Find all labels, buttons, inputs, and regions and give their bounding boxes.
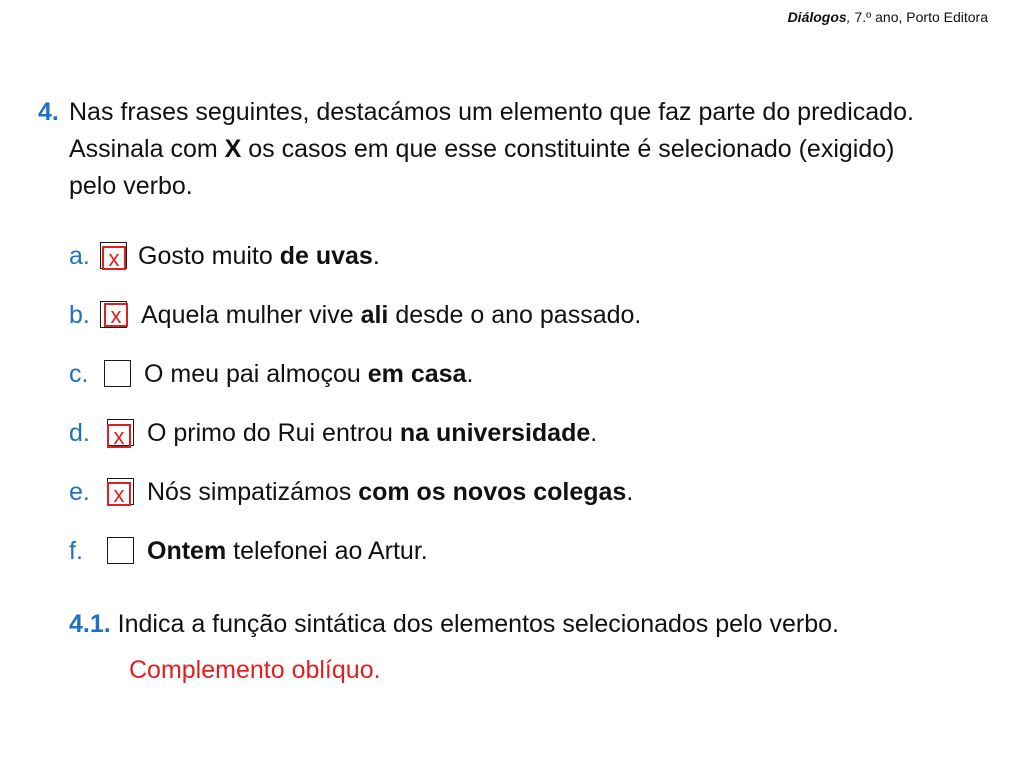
item-letter: a. (69, 242, 90, 270)
sentence-bold: de uvas (279, 242, 373, 270)
question-number: 4. (38, 98, 59, 126)
subquestion-number: 4.1. (69, 610, 111, 638)
question-text-bold: X (224, 135, 242, 163)
sentence-before: Gosto muito (138, 242, 273, 270)
sentence-bold: na universidade (399, 419, 591, 447)
source-citation (788, 9, 988, 25)
sentence-before: O primo do Rui entrou (147, 419, 393, 447)
answer-text: Complemento oblíquo. (129, 656, 381, 684)
item-sentence (147, 415, 597, 451)
sentence-after: desde o ano passado. (395, 301, 642, 329)
item-sentence (147, 474, 633, 510)
item-sentence (141, 297, 641, 333)
source-title: Diálogos (787, 9, 847, 25)
sentence-before: Aquela mulher vive (141, 301, 354, 329)
item-letter: b. (69, 301, 90, 329)
item-letter: d. (69, 419, 90, 447)
question-4 (38, 94, 938, 205)
question-text-after: os casos em que esse constituinte é selecionado (exigido) pelo verbo. (69, 135, 895, 200)
subquestion-text: Indica a função sintática dos elementos selecionados pelo verbo. (117, 610, 839, 638)
x-mark-icon: x (107, 482, 131, 506)
item-sentence (144, 356, 473, 392)
item-sentence (138, 238, 380, 274)
x-mark-icon: x (104, 303, 128, 327)
item-letter: c. (69, 360, 89, 388)
source-separator: , (846, 9, 851, 25)
sentence-bold: Ontem (147, 537, 227, 565)
x-mark-icon: x (102, 246, 126, 270)
item-letter: e. (69, 478, 90, 506)
sentence-after: . (372, 242, 380, 270)
checkbox-f[interactable] (107, 537, 134, 564)
question-text (69, 94, 938, 205)
sentence-before: Nós simpatizámos (147, 478, 352, 506)
subquestion-4-1 (69, 606, 839, 642)
sentence-after: telefonei ao Artur. (233, 537, 428, 565)
sentence-bold: ali (360, 301, 389, 329)
x-mark-icon: x (107, 424, 131, 448)
checkbox-c[interactable] (104, 360, 131, 387)
sentence-after: . (590, 419, 598, 447)
question-text-before: Nas frases seguintes, destacámos um elemento que faz parte do predicado. Assinala com (69, 98, 914, 163)
sentence-bold: com os novos colegas (358, 478, 627, 506)
sentence-after: . (466, 360, 474, 388)
sentence-after: . (626, 478, 634, 506)
item-sentence (147, 533, 428, 569)
sentence-bold: em casa (367, 360, 467, 388)
source-details: 7.º ano, Porto Editora (854, 9, 988, 25)
item-letter: f. (69, 537, 83, 565)
sentence-before: O meu pai almoçou (144, 360, 361, 388)
